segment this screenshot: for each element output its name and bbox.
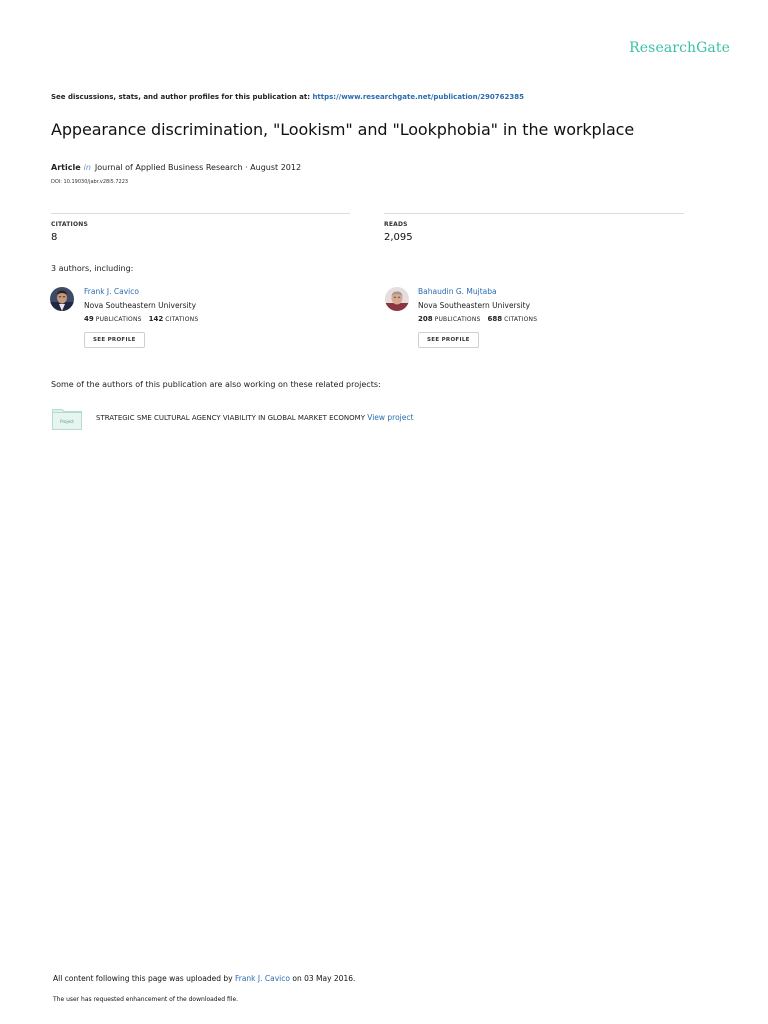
in-word: in [83, 163, 91, 172]
citations-label: CITATIONS [165, 316, 199, 323]
citations-label: CITATIONS [504, 316, 538, 323]
see-profile-button[interactable]: SEE PROFILE [418, 332, 479, 348]
citations-count: 142 [148, 315, 164, 323]
uploaded-prefix: All content following this page was uploaded by [53, 974, 233, 983]
author-stats [418, 315, 537, 323]
person-photo-icon [385, 287, 409, 311]
reads-value: 2,095 [384, 232, 413, 243]
publications-label: PUBLICATIONS [434, 316, 481, 323]
page-title: Appearance discrimination, "Lookism" and "Lookphobia" in the workplace [51, 120, 635, 139]
citations-value: 8 [51, 232, 58, 243]
avatar-frank-cavico[interactable] [50, 287, 74, 311]
uploaded-suffix: on 03 May 2016. [292, 974, 356, 983]
reads-label: READS [384, 221, 408, 228]
project-entry [96, 413, 413, 422]
author-stats [84, 315, 198, 323]
discussion-notice [51, 93, 524, 101]
discussion-prefix: See discussions, stats, and author profiles for this publication at: [51, 93, 311, 101]
author-name-link[interactable]: Bahaudin G. Mujtaba [418, 287, 497, 296]
see-profile-button[interactable]: SEE PROFILE [84, 332, 145, 348]
researchgate-logo[interactable]: ResearchGate [629, 40, 730, 56]
person-photo-icon [50, 287, 74, 311]
journal-info: Journal of Applied Business Research · August 2012 [94, 163, 302, 172]
uploader-link[interactable]: Frank J. Cavico [234, 974, 290, 983]
publications-label: PUBLICATIONS [95, 316, 142, 323]
authors-heading: 3 authors, including: [51, 264, 134, 273]
project-folder-icon[interactable] [52, 406, 82, 430]
avatar-bahaudin-mujtaba[interactable] [385, 287, 409, 311]
reads-divider [384, 213, 684, 214]
enhancement-note: The user has requested enhancement of the downloaded file. [53, 996, 239, 1003]
author-name-link[interactable]: Frank J. Cavico [84, 287, 139, 296]
publications-count: 208 [418, 315, 433, 323]
citations-count: 688 [487, 315, 503, 323]
publications-count: 49 [84, 315, 94, 323]
project-thumb-label: Project [60, 419, 74, 424]
upload-notice [53, 974, 355, 983]
view-project-link[interactable]: View project [367, 413, 414, 422]
article-type: Article [51, 163, 81, 172]
citations-divider [51, 213, 350, 214]
projects-heading: Some of the authors of this publication are also working on these related projects: [51, 380, 381, 389]
author-institution: Nova Southeastern University [418, 301, 531, 310]
publication-url-link[interactable]: https://www.researchgate.net/publication/290762385 [312, 93, 524, 101]
author-institution: Nova Southeastern University [84, 301, 197, 310]
doi: DOI: 10.19030/jabr.v28i5.7223 [51, 179, 129, 185]
article-meta [51, 163, 301, 172]
project-name: STRATEGIC SME CULTURAL AGENCY VIABILITY IN GLOBAL MARKET ECONOMY [96, 414, 365, 422]
citations-label: CITATIONS [51, 221, 89, 228]
